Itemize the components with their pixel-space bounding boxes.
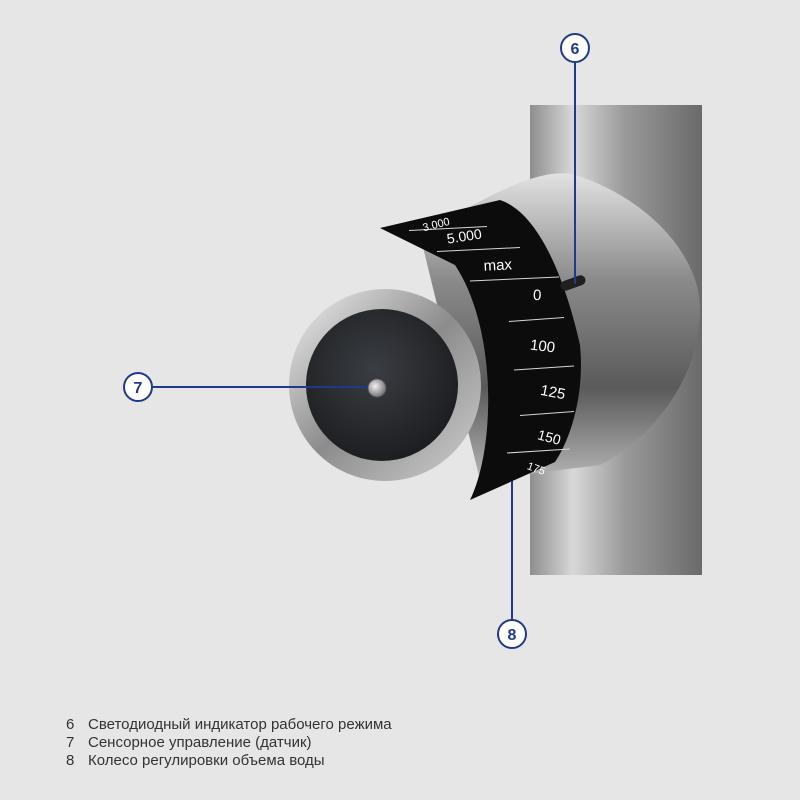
callout-7-label: 7 — [133, 380, 143, 397]
legend-text: Колесо регулировки объема воды — [88, 752, 325, 769]
legend-number: 7 — [66, 734, 75, 751]
callout-6-label: 6 — [570, 41, 580, 58]
legend-item-8 — [66, 752, 392, 770]
dial-scale-label: 150 — [535, 426, 563, 448]
dial-scale-label: 0 — [532, 286, 542, 305]
dial-scale-label: 5.000 — [445, 225, 483, 247]
legend-number: 8 — [66, 752, 75, 769]
legend-item-6 — [66, 716, 392, 734]
touch-sensor[interactable] — [368, 379, 386, 397]
callout-8-label: 8 — [507, 627, 517, 644]
dial-scale-label: 100 — [529, 336, 557, 357]
legend — [66, 716, 392, 770]
dial-scale-label: max — [483, 256, 513, 275]
legend-number: 6 — [66, 716, 75, 733]
legend-text: Светодиодный индикатор рабочего режима — [88, 716, 392, 733]
dial-scale-label: 125 — [538, 381, 567, 404]
legend-item-7 — [66, 734, 392, 752]
legend-text: Сенсорное управление (датчик) — [88, 734, 312, 751]
dial-scale-label: 3.000 — [421, 215, 452, 235]
dial-scale-label: 175 — [525, 460, 547, 478]
